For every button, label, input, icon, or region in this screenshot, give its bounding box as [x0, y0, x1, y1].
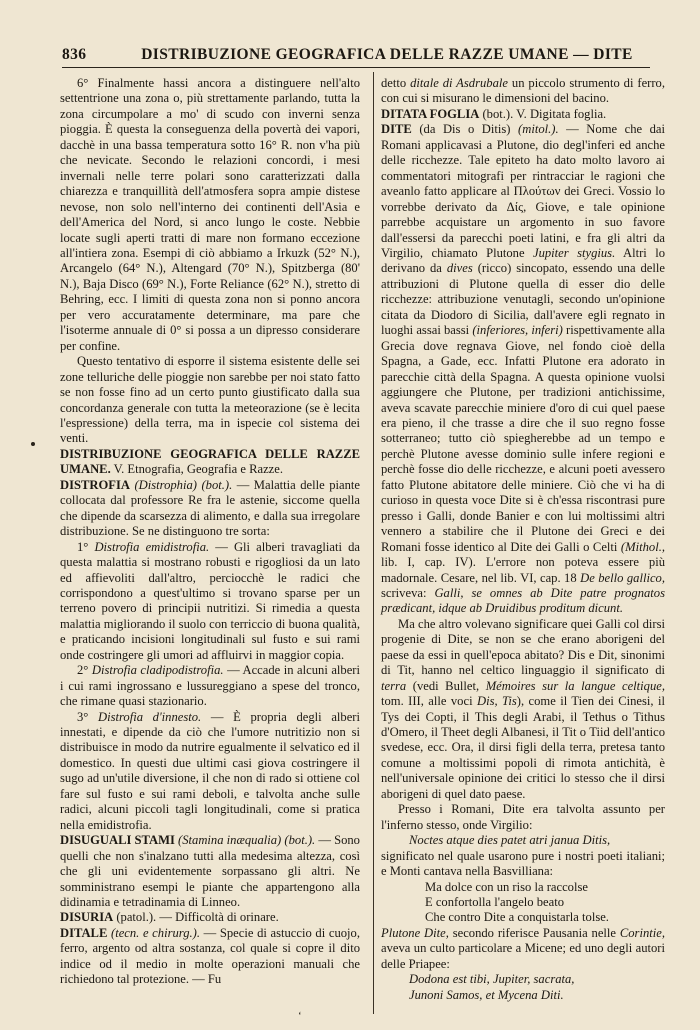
entry-ditale: DITALE (tecn. e chirurg.). — Specie di astuccio di cuojo, ferro, argento od altra sostanza, col quale si copre il dito indice od il medio in molte operazioni manuali che richiedono tal protezione. — Fu [60, 925, 360, 987]
entry-disuguali-stami: DISUGUALI STAMI (Stamina inæqualia) (bot.). — Sono quelli che non s'inalzano tutti alla medesima altezza, così che gli uni evidentemente sorpassano gli altri. Ne somministrano esempi le piante che appartengono alla didinamia e tetradinamia di Linneo. [60, 833, 360, 910]
subentry: 2° Distrofia cladipodistrofia. — Accade in alcuni alberi i cui rami ingrossano e lussureggiano a spese del tronco, che rimane quasi stazionario. [60, 663, 360, 709]
margin-mark [31, 442, 35, 446]
entry-headword: DITATA FOGLIA [381, 106, 480, 121]
entry-headword: DISTRIBUZIONE GEOGRAFICA DELLE RAZZE UMANE. [60, 446, 360, 477]
footer-mark: ʻ [298, 1010, 302, 1022]
right-column [381, 76, 665, 1003]
entry-distrofia: DISTROFIA (Distrophia) (bot.). — Malattia delle piante collocata dal professore Re fra le astenie, siccome quella che dipende da scarsezza di alimento, e dalla sua irregolare distribuzione. Se ne distinguono tre sorta: [60, 477, 360, 539]
entry-headword: DISUGUALI STAMI [60, 833, 175, 848]
entry-headword: DISTROFIA [60, 477, 130, 492]
verse-line: Junoni Samos, et Mycena Diti. [409, 987, 564, 1002]
page-number: 836 [62, 46, 87, 63]
entry-headword: DISURIA [60, 910, 114, 925]
paragraph: Ma che altro volevano significare quei Galli col dirsi progenie di Dite, se non se che erano aborigeni del paese da essi in quell'epoca abitato? Dis e Dit, sinonimi di Tit, hanno nel celtico linguaggio il significato di terra (vedi Bullet, Mémoires sur la langue celtique, tom. III, alle voci Dis, Tis), come il Tien dei Cinesi, il Tys dei Copti, il This degli Arabi, il Tethus o Tithus d'Omero, il Theet degli Albanesi, il Tit o Tiid dell'antico svedese, ecc. Ora, il dirsi figli della terra, pretesa tanto comune a moltissimi popoli di rimota antichità, è nell'universale opinione dei critici lo stesso che il dirsi aborigeni di quel dato paese. [381, 616, 665, 801]
verse-line: Noctes atque dies patet atri janua Ditis, [409, 833, 611, 848]
entry-disuria: DISURIA (patol.). — Difficoltà di orinare. [60, 910, 279, 925]
verse-line: Che contro Dite a conquistarla tolse. [425, 910, 609, 925]
entry-headword: DITE [381, 122, 412, 137]
verse-line: E confortolla l'angelo beato [425, 895, 564, 910]
header-rule [62, 67, 650, 68]
subentry: 3° Distrofia d'innesto. — È propria degli alberi innestati, e dipende da ciò che l'umore nutritizio non si distribuisce in modo da nutrire egualmente il selvatico ed il domestico. In questi due ultimi casi giova costringere il sugo ad un'utile diversione, il che non di rado si ottiene col fare sul fusto e sui rami deboli, e talvolta anche sulle radici, alcuni piccoli tagli longitudinali, come si pratica nella emidistrofia. [60, 709, 360, 832]
column-divider [373, 72, 374, 1014]
paragraph: Questo tentativo di esporre il sistema esistente delle sei zone telluriche delle pioggie non sarebbe per noi stato fatto se non fosse fino ad un certo punto giustificato dalla sua concordanza generale con tutta la meteorazione (se è lecita l'espressione) della terra, ma in ispecie col sistema dei venti. [60, 354, 360, 446]
left-column [60, 76, 360, 988]
verse-line: Ma dolce con un riso la raccolse [425, 879, 588, 894]
paragraph: significato nel quale usarono pure i nostri poeti italiani; e Monti cantava nella Basvilliana: [381, 848, 665, 879]
subentry: 1° Distrofia emidistrofia. — Gli alberi travagliati da questa malattia si mostrano robusti e rigogliosi da un lato ed affievoliti dall'altro, perciocchè le radici che corrispondono a quest'ultimo si trovano sparse per un terreno povero di principii nutritizi. Si rimedia a questa malattia migliorando il suolo con terriccio di buona qualità, e praticando incisioni longitudinali sul fusto e sui rami onde costringere gli umori ad affluirvi in maggior copia. [60, 539, 360, 662]
running-title: DISTRIBUZIONE GEOGRAFICA DELLE RAZZE UMANE — DITE [141, 46, 633, 63]
paragraph: detto ditale di Asdrubale un piccolo strumento di ferro, con cui si misurano le dimensioni del bacino. [381, 76, 665, 106]
verse-line: Dodona est tibi, Jupiter, sacrata, [409, 972, 575, 987]
entry-ditata-foglia: DITATA FOGLIA (bot.). V. Digitata foglia. [381, 106, 607, 121]
entry-distribuzione: DISTRIBUZIONE GEOGRAFICA DELLE RAZZE UMANE. V. Etnografia, Geografia e Razze. [60, 446, 360, 477]
paragraph: Presso i Romani, Dite era talvolta assunto per l'inferno stesso, onde Virgilio: [381, 802, 665, 832]
running-header [62, 46, 650, 64]
entry-dite: DITE (da Dis o Ditis) (mitol.). — Nome che dai Romani applicavasi a Plutone, dio degl'inferi ed anche delle ricchezze. Tale epiteto ha dato molto lavoro ai commentatori mitografi per rintracciar le ragioni che aveanlo fatto applicare al Πλούτων dei Greci. Vossio lo vorrebbe derivato da Δίς, Giove, e tale opinione parrebbe acquistare un argomento in suo favore dall'essersi da parecchi poeti latini, e fra gli altri da Virgilio, chiamato Plutone Jupiter stygius. Altri lo derivano da dives (ricco) sincopato, essendo una delle attribuzioni di Plutone quella di esser dio delle ricchezze: attribuzione venutagli, secondo un'opinione citata da Diodoro di Sicilia, dall'avere egli regnato in luoghi assai bassi (inferiores, inferi) rispettivamente alla Grecia dove regnava Giove, nel fondo cioè della Spagna, a Gade, ecc. Infatti Plutone era adorato in parecchie città della Spagna. A questa opinione vuolsi aggiungere che Plutone, per tradizioni antichissime, aveva scavate parecchie miniere d'oro di cui quel paese era pieno, il che trasse a dire che il suo regno fosse sotterraneo; tutto ciò spiegherebbe ad un tempo e perchè Plutone avesse dominio sulle infere regioni e perchè fosse dio delle ricchezze, e alcuni poeti avessero fatto Plutone abitatore delle miniere. Ciò che vi ha di curioso in questa voce Dite si è ch'essa riscontrasi pure presso i Galli, donde Banier e con lui moltissimi altri vennero a stabilire che il Plutone dei Greci e dei Romani fosse identico al Dite dei Galli o Celti (Mithol., lib. I, cap. IV). L'errore non poteva essere più madornale. Cesare, nel lib. VI, cap. 18 De bello gallico, scriveva: Galli, se omnes ab Dite patre prognatos prædicant, idque ab Druidibus proditum dicunt. [381, 122, 666, 616]
paragraph: 6° Finalmente hassi ancora a distinguere nell'alto settentrione una zona o, più strettamente parlando, tutta la zona circumpolare a mo' di scudo con inverni senza pioggia. È questa la conseguenza della povertà dei vapori, dacchè in una bassa temperatura sotto 16° R. non v'ha più che nevicate. Secondo le relazioni concordi, i mesi invernali nelle terre polari sono caratterizzati dalla chiarezza e tranquillità dell'atmosfera sopra ampie distese nevose, non solo nell'interno dei continenti dell'Asia e dell'America del Nord, si anco lungo le coste. Nebbie locate sugli aperti tratti di mare non formano eccezione all'intiera zona. Esempi di ciò abbiamo a Irkuzk (52° N.), Arcangelo (64° N.), Altengard (70° N.), Spitzberga (80' N.), Baja Disco (69° N.), Forte Reliance (62° N.), stretto di Behring, ecc. I limiti di questa zona non si ponno ancora per vero accuratamente determinare, ma pare che l'isoterme annuale di 0° si possa a un dipresso considerare per confine. [60, 76, 360, 353]
paragraph: Plutone Dite, secondo riferisce Pausania nelle Corintie, aveva un culto particolare a Micene; ed uno degli autori delle Priapee: [381, 925, 665, 971]
entry-headword: DITALE [60, 925, 108, 940]
